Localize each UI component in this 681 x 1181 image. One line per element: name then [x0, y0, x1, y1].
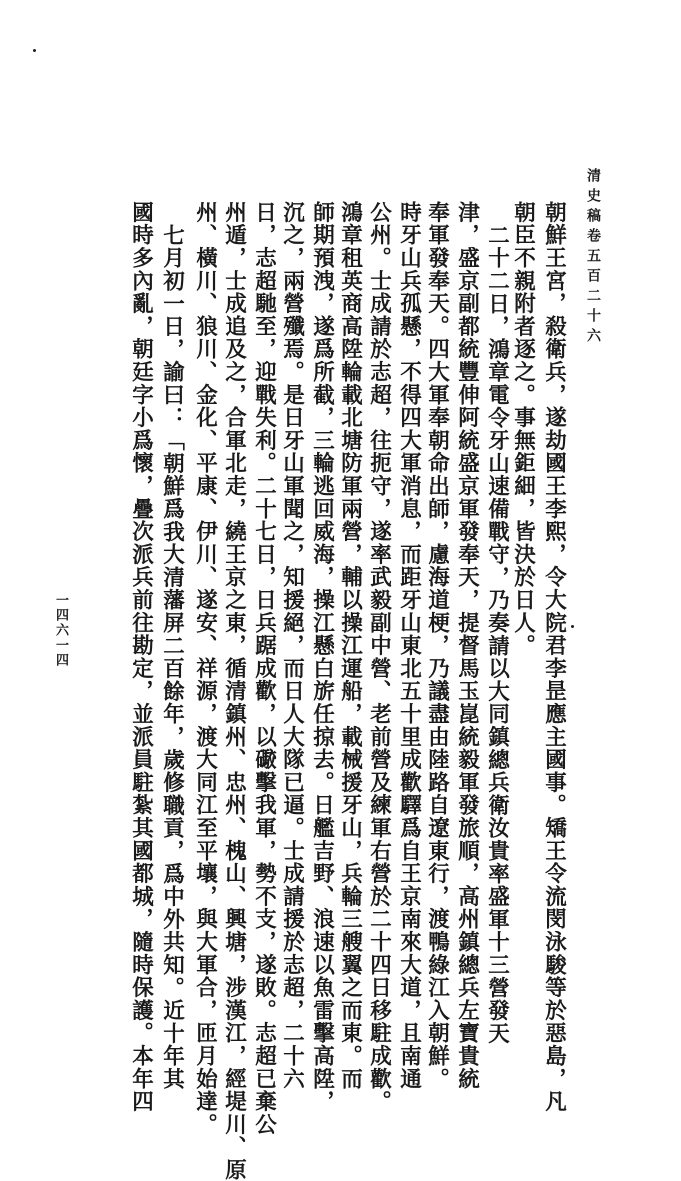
text-column-1: 朝鮮王宮，殺衛兵，遂劫國王李熙，令大院君李昰應主國事。矯王令流閔泳駿等於惡島，凡: [541, 201, 567, 1113]
text-column-8: 鴻章租英商高陞輪載北塘防軍兩營，輔以操江運船，載械援牙山，兵輪三艘翼之而東。而: [337, 201, 363, 1091]
stray-mark: [33, 49, 36, 52]
running-title: 清史稿卷五百二十六: [585, 168, 601, 348]
page-number: 一四六一四: [53, 593, 68, 668]
text-column-4: 津，盛京副都統豐伸阿統盛京軍發奉天，提督馬玉崑統毅軍發旅順，高州鎮總兵左寶貴統: [454, 201, 480, 1091]
text-column-12: 州遁，士成追及之，合軍北走，繞王京之東，循清鎮州、忠州、槐山、興塘，涉漢江，經堤川、原: [221, 201, 247, 1181]
text-column-9: 師期預洩，遂爲所截，三輪逃回威海，操江懸白旂任掠去。日艦吉野、浪速以魚雷擊高陞，: [309, 201, 335, 1113]
stray-mark: [571, 625, 574, 628]
text-column-3: 二十二日，鴻章電令牙山速備戰守，乃奏請以大同鎮總兵衛汝貴率盛軍十三營發天: [484, 224, 510, 1045]
text-column-10: 沉之，兩營殲焉。是日牙山軍聞之，知援絕，而日人大隊已逼。士成請援於志超，二十六: [279, 201, 305, 1091]
text-column-7: 公州。士成請於志超，往扼守，遂率武毅副中營、老前營及練軍右營於二十四日移駐成歡。: [366, 201, 392, 1113]
text-column-5: 奉軍發奉天。四大軍奉朝命出師，慮海道梗，乃議盡由陸路自遼東行，渡鴨綠江入朝鮮。: [424, 201, 450, 1091]
text-column-11: 日，志超馳至，迎戰失利。二十七日，日兵踞成歡，以礮擊我軍，勢不支，遂敗。志超已棄公: [251, 201, 277, 1136]
text-column-14: 七月初一日，諭曰：「朝鮮爲我大清藩屏二百餘年，歲修職貢，爲中外共知。近十年其: [159, 224, 185, 1091]
text-column-13: 州、橫川、狼川、金化、平康、伊川、遂安、祥源，渡大同江至平壤，與大軍合，匝月始達。: [192, 201, 218, 1136]
text-column-6: 時牙山兵孤懸，不得四大軍消息，而距牙山東北五十里成歡驛爲自王京南來大道，且南通: [396, 201, 422, 1091]
text-column-15: 國時多內亂，朝廷字小爲懷，疊次派兵前往勘定，並派員駐紮其國都城，隨時保護。本年四: [128, 201, 154, 1113]
text-column-2: 朝臣不親附者逐之。事無鉅細，皆決於日人。: [510, 201, 536, 657]
